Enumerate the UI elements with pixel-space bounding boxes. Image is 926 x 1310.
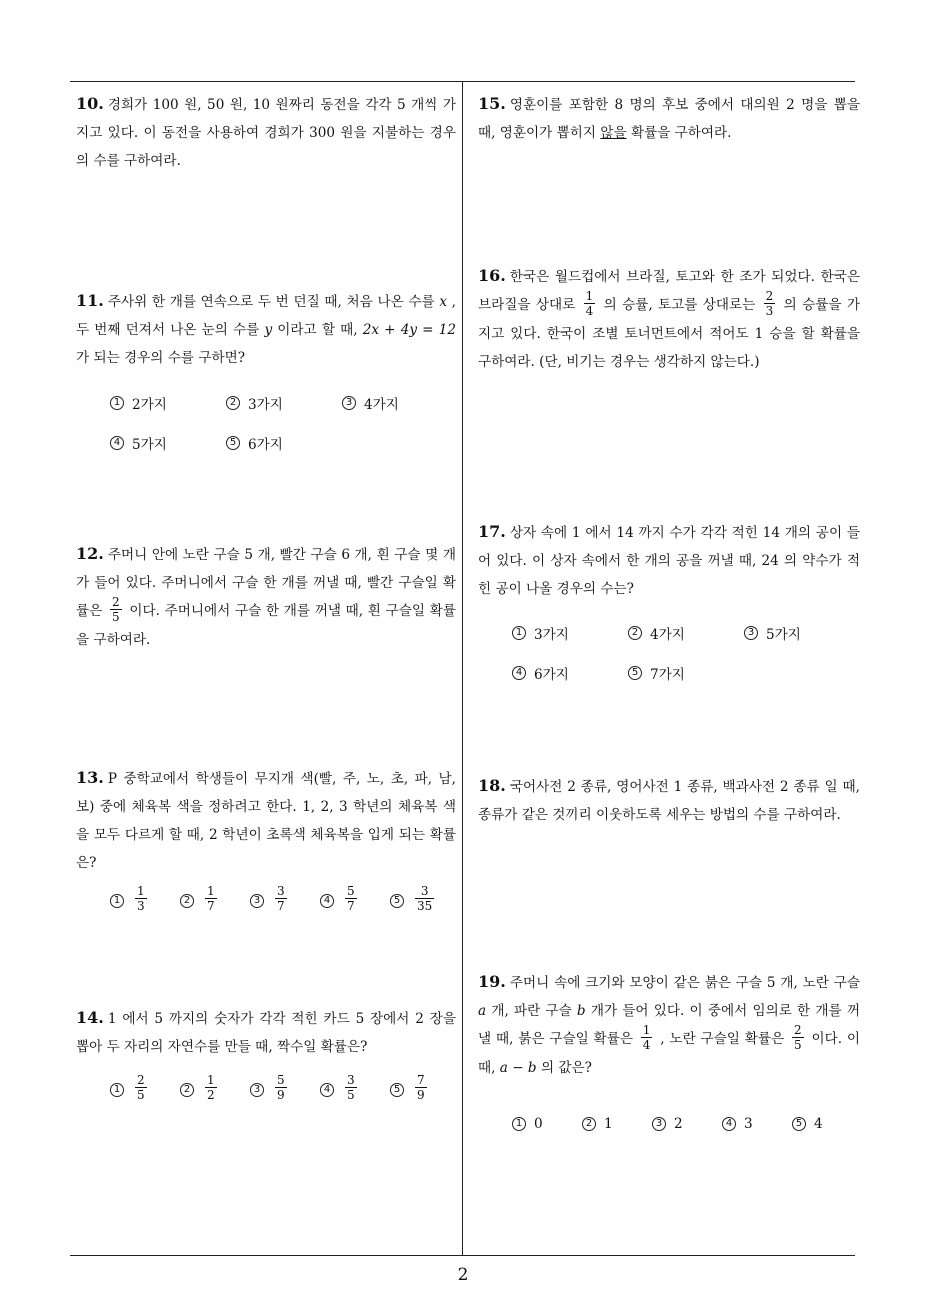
option[interactable] — [512, 663, 628, 683]
circled-number-icon: 2 — [582, 1117, 596, 1131]
option[interactable] — [110, 433, 226, 453]
option[interactable] — [342, 393, 442, 413]
question-10 — [76, 90, 456, 175]
option[interactable] — [722, 1116, 792, 1132]
question-text: 경희가 100 원, 50 원, 10 원짜리 동전을 각각 5 개씩 가지고 있다. 이 동전을 사용하여 경희가 300 원을 지불하는 경우의 수를 구하여라. — [76, 97, 456, 169]
option[interactable] — [390, 886, 450, 915]
circled-number-icon: 3 — [250, 1083, 264, 1097]
option[interactable] — [628, 623, 744, 643]
option-label: 4 — [814, 1116, 823, 1132]
option-label: 3가지 — [248, 397, 283, 413]
circled-number-icon: 3 — [342, 396, 356, 410]
variable-a: a — [478, 1003, 487, 1019]
question-text: 상자 속에 1 에서 14 까지 수가 각각 적힌 14 개의 공이 들어 있다. 이 상자 속에서 한 개의 공을 꺼낼 때, 24 의 약수가 적힌 공이 나올 경우의 수는? — [478, 525, 860, 597]
question-number: 19. — [478, 972, 506, 991]
question-text: 국어사전 2 종류, 영어사전 1 종류, 백과사전 2 종류 일 때, 종류가 같은 것끼리 이웃하도록 세우는 방법의 수를 구하여라. — [478, 779, 860, 823]
q19-options — [512, 1116, 852, 1132]
circled-number-icon: 4 — [722, 1117, 736, 1131]
circled-number-icon: 1 — [110, 894, 124, 908]
question-12 — [76, 540, 456, 654]
question-number: 10. — [76, 94, 104, 113]
question-number: 17. — [478, 522, 506, 541]
circled-number-icon: 4 — [110, 436, 124, 450]
circled-number-icon: 3 — [652, 1117, 666, 1131]
option[interactable] — [110, 393, 226, 413]
circled-number-icon: 1 — [110, 1083, 124, 1097]
fraction: $\frac{2}{3}$ — [765, 289, 774, 318]
option-label: 1 — [604, 1116, 613, 1132]
fraction: $\frac{1}{4}$ — [585, 289, 594, 318]
question-number: 18. — [478, 776, 506, 795]
option[interactable] — [744, 623, 844, 643]
circled-number-icon: 5 — [390, 1083, 404, 1097]
circled-number-icon: 3 — [250, 894, 264, 908]
question-text: 가 되는 경우의 수를 구하면? — [76, 350, 246, 366]
option[interactable] — [226, 433, 342, 453]
circled-number-icon: 5 — [628, 666, 642, 680]
circled-number-icon: 1 — [512, 626, 526, 640]
question-number: 13. — [76, 768, 104, 787]
option-label: 5가지 — [766, 627, 801, 643]
option[interactable] — [628, 663, 744, 683]
question-text: 1 에서 5 까지의 숫자가 각각 적힌 카드 5 장에서 2 장을 뽑아 두 자리의 자연수를 만들 때, 짝수일 확률은? — [76, 1011, 456, 1055]
question-text: 주사위 한 개를 연속으로 두 번 던질 때, 처음 나온 수를 — [107, 294, 435, 310]
question-number: 11. — [76, 291, 104, 310]
option[interactable] — [512, 1116, 582, 1132]
page-number: 2 — [457, 1265, 469, 1285]
fraction: $\frac{1}{2}$ — [207, 1073, 215, 1102]
question-text: , 두 번째 던져서 나온 눈의 수를 — [76, 294, 456, 338]
option-label: 6가지 — [534, 667, 569, 683]
option[interactable] — [390, 1075, 450, 1104]
question-text: 이라고 할 때, — [277, 322, 358, 338]
question-17 — [478, 518, 860, 603]
underlined-word: 않을 — [600, 125, 627, 141]
expression: a − b — [499, 1060, 537, 1076]
question-number: 14. — [76, 1008, 104, 1027]
circled-number-icon: 2 — [180, 894, 194, 908]
option-label: 2가지 — [132, 397, 167, 413]
column-divider — [462, 82, 463, 1256]
fraction: $\frac{2}{5}$ — [794, 1023, 802, 1052]
option[interactable] — [320, 886, 390, 915]
option[interactable] — [180, 1075, 250, 1104]
question-text: 이다. 이때, — [478, 1031, 861, 1076]
option-label: 4가지 — [650, 627, 685, 643]
option[interactable] — [110, 1075, 180, 1104]
fraction: $\frac{3}{35}$ — [417, 884, 433, 913]
question-11 — [76, 287, 456, 372]
question-16 — [478, 262, 860, 376]
circled-number-icon: 4 — [512, 666, 526, 680]
option[interactable] — [110, 886, 180, 915]
option[interactable] — [320, 1075, 390, 1104]
fraction: $\frac{2}{5}$ — [111, 595, 120, 624]
circled-number-icon: 2 — [180, 1083, 194, 1097]
option[interactable] — [792, 1116, 842, 1132]
circled-number-icon: 5 — [390, 894, 404, 908]
circled-number-icon: 2 — [226, 396, 240, 410]
question-text: 영훈이를 포함한 8 명의 후보 중에서 대의원 2 명을 뽑을 때, 영훈이가 뽑히지 — [478, 97, 860, 141]
option[interactable] — [512, 623, 628, 643]
question-text: 의 값은? — [540, 1060, 592, 1076]
option-label: 5가지 — [132, 437, 167, 453]
question-text: 의 승률, 토고를 상대로는 — [603, 297, 756, 313]
question-14 — [76, 1004, 456, 1061]
circled-number-icon: 1 — [110, 396, 124, 410]
circled-number-icon: 5 — [226, 436, 240, 450]
fraction: $\frac{1}{7}$ — [207, 884, 215, 913]
question-text: 개, 파란 구슬 — [491, 1003, 572, 1019]
fraction: $\frac{7}{9}$ — [417, 1073, 425, 1102]
question-15 — [478, 90, 860, 147]
circled-number-icon: 2 — [628, 626, 642, 640]
fraction: $\frac{1}{3}$ — [137, 884, 145, 913]
circled-number-icon: 4 — [320, 894, 334, 908]
option-label: 7가지 — [650, 667, 685, 683]
option[interactable] — [250, 886, 320, 915]
question-13 — [76, 764, 456, 877]
question-text: , 노란 구슬일 확률은 — [660, 1031, 785, 1047]
fraction: $\frac{5}{7}$ — [347, 884, 355, 913]
fraction: $\frac{3}{5}$ — [347, 1073, 355, 1102]
option-label: 0 — [534, 1116, 543, 1132]
q17-options — [512, 623, 852, 683]
question-18 — [478, 772, 860, 829]
question-text: 주머니 안에 노란 구슬 5 개, 빨간 구슬 6 개, 흰 구슬 몇 개가 들어 있다. 주머니에서 구슬 한 개를 꺼낼 때, 빨간 구슬일 확률은 — [76, 547, 456, 619]
option-label: 4가지 — [364, 397, 399, 413]
question-text: 한국은 월드컵에서 브라질, 토고와 한 조가 되었다. 한국은 브라질을 상대로 — [478, 269, 860, 313]
question-number: 12. — [76, 544, 104, 563]
q11-options — [110, 393, 450, 453]
fraction: $\frac{2}{5}$ — [137, 1073, 145, 1102]
circled-number-icon: 4 — [320, 1083, 334, 1097]
variable-b: b — [576, 1003, 586, 1019]
fraction: $\frac{5}{9}$ — [277, 1073, 285, 1102]
question-text: 확률을 구하여라. — [630, 125, 732, 141]
equation: 2x + 4y = 12 — [362, 322, 457, 338]
question-text: 이다. 주머니에서 구슬 한 개를 꺼낼 때, 흰 구슬일 확률을 구하여라. — [76, 603, 456, 648]
circled-number-icon: 3 — [744, 626, 758, 640]
option[interactable] — [250, 1075, 320, 1104]
option-label: 6가지 — [248, 437, 283, 453]
fraction: $\frac{3}{7}$ — [277, 884, 285, 913]
option[interactable] — [226, 393, 342, 413]
fraction: $\frac{1}{4}$ — [642, 1023, 651, 1052]
q13-options — [110, 886, 450, 915]
question-text: 주머니 속에 크기와 모양이 같은 붉은 구슬 5 개, 노란 구슬 — [509, 975, 860, 991]
question-number: 16. — [478, 266, 506, 285]
circled-number-icon: 1 — [512, 1117, 526, 1131]
bottom-rule — [70, 1255, 855, 1256]
option-label: 2 — [674, 1116, 683, 1132]
question-19 — [478, 968, 860, 1082]
question-text: P 중학교에서 학생들이 무지개 색(빨, 주, 노, 초, 파, 남, 보) 중에 체육복 색을 정하려고 한다. 1, 2, 3 학년의 체육복 색을 모두 다르게 할 때, 2 학년이 초록색 체육복을 입게 되는 확률은? — [76, 771, 456, 871]
variable-y: y — [264, 322, 273, 338]
option-label: 3 — [744, 1116, 753, 1132]
question-number: 15. — [478, 94, 506, 113]
q14-options — [110, 1075, 450, 1104]
circled-number-icon: 5 — [792, 1117, 806, 1131]
question-text: 의 승률을 가지고 있다. 한국이 조별 토너먼트에서 적어도 1 승을 할 확률을 구하여라. (단, 비기는 경우는 생각하지 않는다.) — [478, 297, 861, 370]
question-text: 개가 들어 있다. 이 중에서 임의로 한 개를 꺼낼 때, 붉은 구슬일 확률은 — [478, 1003, 860, 1047]
option-label: 3가지 — [534, 627, 569, 643]
option[interactable] — [180, 886, 250, 915]
option[interactable] — [582, 1116, 652, 1132]
option[interactable] — [652, 1116, 722, 1132]
variable-x: x — [439, 294, 447, 310]
